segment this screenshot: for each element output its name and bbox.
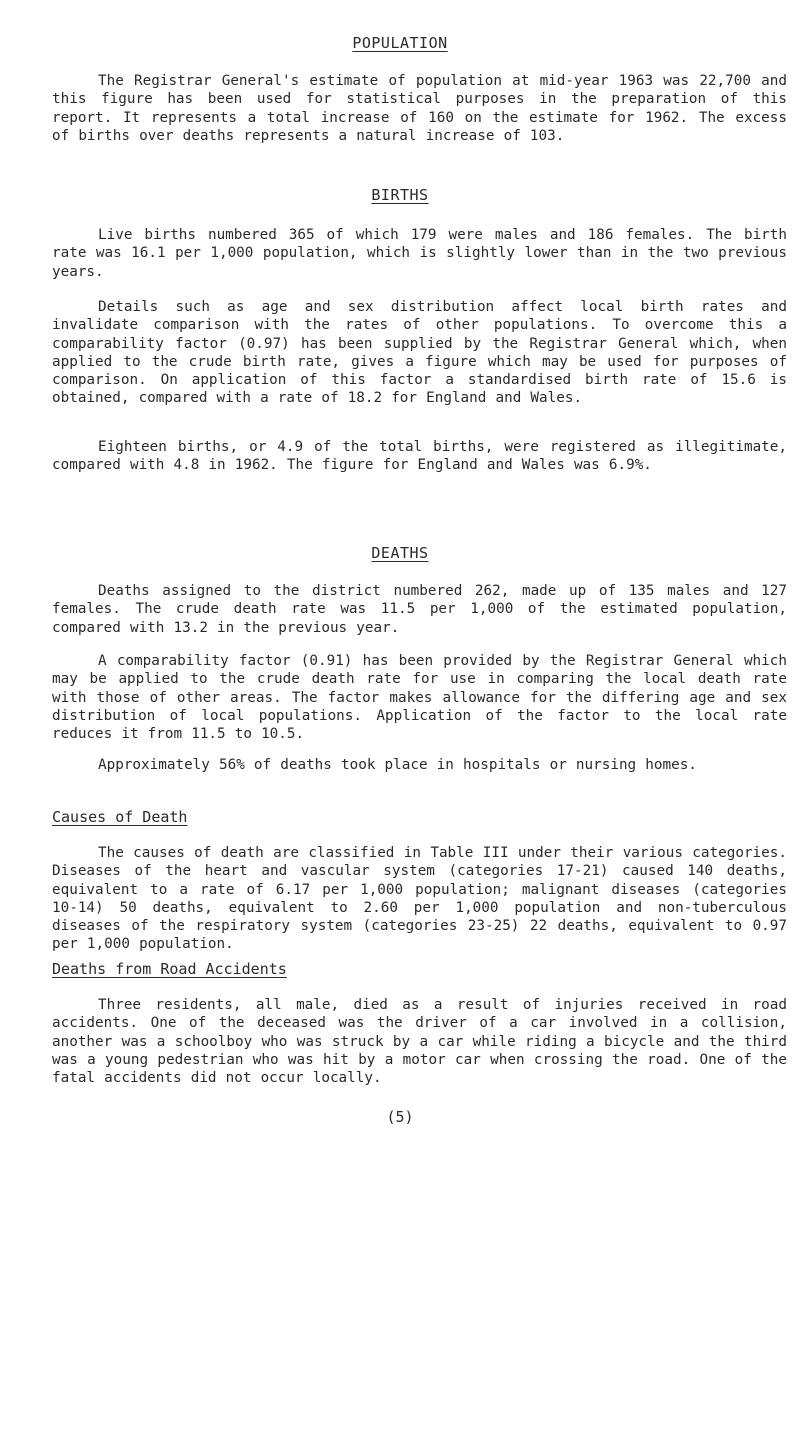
deaths-paragraph-2: A comparability factor (0.91) has been provided by the Registrar General which may be applied to the crude death rate for use in comparing the local death rate with those of other areas. The factor makes allowance for the differing age and sex distribution of local populations. Application of the factor to the local rate reduces it from 11.5 to 10.5. (52, 653, 787, 743)
births-paragraph-2: Details such as age and sex distribution affect local birth rates and invalidate comparison with the rates of other populations. To overcome this a comparability factor (0.97) has been supplied by the Registrar General which, when applied to the crude birth rate, gives a figure which may be used for purposes of comparison. On application of this factor a standardised birth rate of 15.6 is obtained, compared with a rate of 18.2 for England and Wales. (52, 299, 787, 407)
road-accidents-paragraph: Three residents, all male, died as a result of injuries received in road accidents. One of the deceased was the driver of a car involved in a collision, another was a schoolboy who was struck by a car while riding a bicycle and the third was a young pedestrian who was hit by a motor car when crossing the road. One of the fatal accidents did not occur locally. (52, 997, 787, 1087)
deaths-paragraph-1: Deaths assigned to the district numbered 262, made up of 135 males and 127 females. The crude death rate was 11.5 per 1,000 of the estimated population, compared with 13.2 in the previous year. (52, 583, 787, 636)
deaths-paragraph-3: Approximately 56% of deaths took place in hospitals or nursing homes. (98, 757, 697, 773)
births-paragraph-3: Eighteen births, or 4.9 of the total births, were registered as illegitimate, compared with 4.8 in 1962. The figure for England and Wales was 6.9%. (52, 439, 787, 474)
causes-of-death-paragraph: The causes of death are classified in Table III under their various categories. Diseases of the heart and vascular system (categories 17-21) caused 140 deaths, equivalent to a rate of 6.17 per 1,000 population; malignant diseases (categories 10-14) 50 deaths, equivalent to 2.60 per 1,000 population and non-tuberculous diseases of the respiratory system (categories 23-25) 22 deaths, equivalent to 0.97 per 1,000 population. (52, 845, 787, 953)
births-heading: BIRTHS (371, 186, 429, 204)
population-paragraph: The Registrar General's estimate of population at mid-year 1963 was 22,700 and this figure has been used for statistical purposes in the preparation of this report. It represents a total increase of 160 on the estimate for 1962. The excess of births over deaths represents a natural increase of 103. (52, 73, 787, 144)
deaths-heading: DEATHS (371, 544, 429, 562)
population-heading: POPULATION (352, 34, 448, 52)
road-accidents-heading: Deaths from Road Accidents (52, 960, 287, 978)
births-paragraph-1: Live births numbered 365 of which 179 were males and 186 females. The birth rate was 16.1 per 1,000 population, which is slightly lower than in the two previous years. (52, 227, 787, 280)
causes-of-death-heading: Causes of Death (52, 808, 188, 826)
page-number: (5) (386, 1108, 414, 1126)
